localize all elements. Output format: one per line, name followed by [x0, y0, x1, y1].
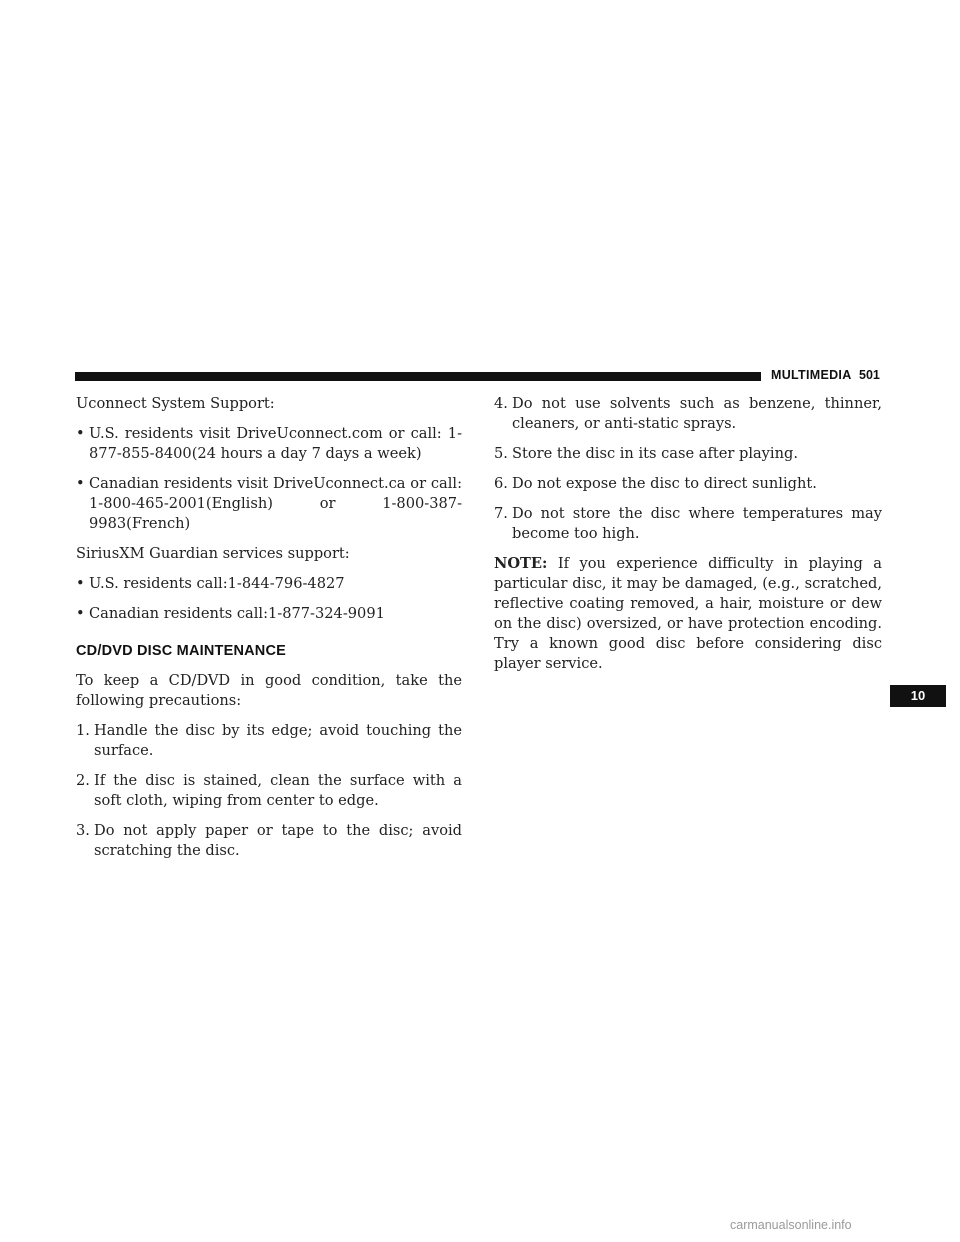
- numbered-step: [494, 444, 882, 464]
- right-column: [494, 394, 882, 674]
- bullet-icon: •: [76, 475, 85, 492]
- numbered-step: [494, 504, 882, 544]
- siriusxm-support-title: SiriusXM Guardian services support:: [76, 545, 350, 562]
- step-number: 2.: [76, 772, 90, 789]
- bullet-item: [76, 604, 462, 624]
- step-text: If the disc is stained, clean the surface with a soft cloth, wiping from center to edge.: [94, 772, 462, 809]
- bullet-text: Canadian residents call:1-877-324-9091: [89, 605, 385, 622]
- note-label: NOTE:: [494, 555, 548, 572]
- step-number: 5.: [494, 445, 508, 462]
- bullet-text: U.S. residents call:1-844-796-4827: [89, 575, 345, 592]
- bullet-icon: •: [76, 575, 85, 592]
- step-text: Store the disc in its case after playing.: [512, 445, 798, 462]
- step-number: 1.: [76, 722, 90, 739]
- bullet-text: Canadian residents visit DriveUconnect.ca or call: 1-800-465-2001(English) or 1-800-387-9983(French): [89, 475, 462, 532]
- numbered-step: [494, 394, 882, 434]
- step-text: Do not apply paper or tape to the disc; avoid scratching the disc.: [94, 822, 462, 859]
- intro-paragraph: To keep a CD/DVD in good condition, take the following precautions:: [76, 672, 462, 709]
- numbered-step: [76, 721, 462, 761]
- step-text: Do not store the disc where temperatures may become too high.: [512, 505, 882, 542]
- header-rule: [75, 372, 761, 381]
- numbered-step: [76, 821, 462, 861]
- bullet-icon: •: [76, 605, 85, 622]
- watermark: carmanualsonline.info: [730, 1218, 852, 1232]
- bullet-icon: •: [76, 425, 85, 442]
- chapter-tab: 10: [890, 685, 946, 707]
- step-number: 7.: [494, 505, 508, 522]
- section-title: MULTIMEDIA: [771, 368, 852, 382]
- note-text: If you experience difficulty in playing a particular disc, it may be damaged, (e.g., scratched, reflective coating removed, a hair, moisture or dew on the disc) oversized, or have protection encoding. Try a known good disc before considering disc player service.: [494, 555, 882, 672]
- bullet-item: [76, 424, 462, 464]
- step-text: Handle the disc by its edge; avoid touching the surface.: [94, 722, 462, 759]
- note-paragraph: [494, 554, 882, 674]
- numbered-step: [76, 771, 462, 811]
- bullet-item: [76, 574, 462, 594]
- page-number: 501: [859, 368, 880, 382]
- step-number: 6.: [494, 475, 508, 492]
- section-heading: CD/DVD DISC MAINTENANCE: [76, 643, 287, 659]
- uconnect-support-title: Uconnect System Support:: [76, 395, 275, 412]
- bullet-item: [76, 474, 462, 534]
- step-text: Do not use solvents such as benzene, thinner, cleaners, or anti-static sprays.: [512, 395, 882, 432]
- step-text: Do not expose the disc to direct sunlight.: [512, 475, 817, 492]
- step-number: 4.: [494, 395, 508, 412]
- numbered-step: [494, 474, 882, 494]
- step-number: 3.: [76, 822, 90, 839]
- left-column: [76, 394, 462, 861]
- bullet-text: U.S. residents visit DriveUconnect.com or call: 1-877-855-8400(24 hours a day 7 days a week): [89, 425, 462, 462]
